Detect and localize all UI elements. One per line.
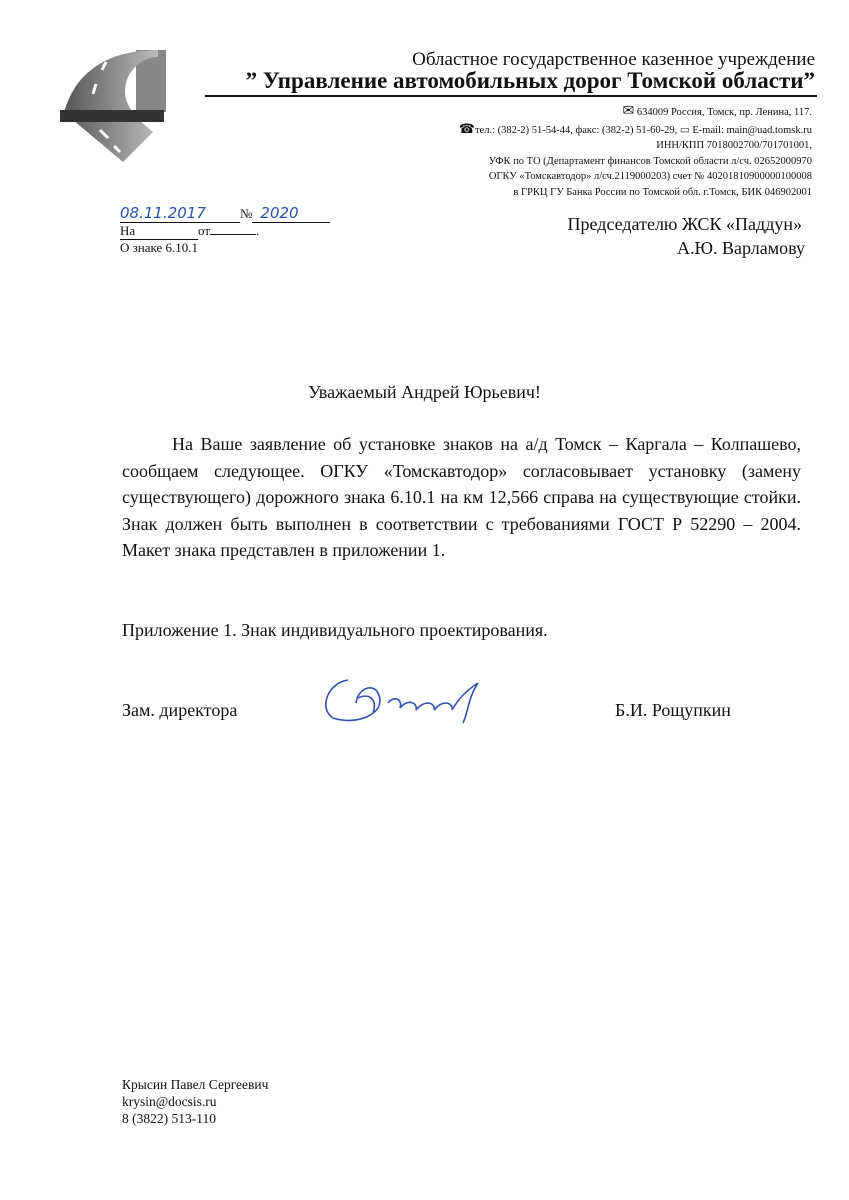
reference-block: 08.11.2017 № 2020 На от . О знаке 6.10.1 [120, 205, 330, 256]
executor-name: Крысин Павел Сергеевич [122, 1077, 269, 1092]
org-name: ” Управление автомобильных дорог Томской области” [245, 68, 815, 93]
salutation: Уважаемый Андрей Юрьевич! [308, 382, 541, 402]
inn: ИНН/КПП 7018002700/701701001, [656, 140, 812, 151]
signer-position: Зам. директора [122, 700, 238, 720]
org-line1: Областное государственное казенное учреждение [412, 49, 815, 70]
bank: в ГРКЦ ГУ Банка России по Томской обл. г.Томск, БИК 046902001 [513, 186, 812, 198]
phones: тел.: (382-2) 51-54-44, факс: (382-2) 51-60-29, [474, 124, 678, 136]
executor-email: krysin@docsis.ru [122, 1094, 217, 1109]
executor-info [122, 1076, 268, 1127]
ogku: ОГКУ «Томскавтодор» л/сч.2119000203) счет № 40201810900000100008 [488, 171, 812, 182]
body-paragraph: На Ваше заявление об установке знаков на а/д Томск – Каргала – Колпашево, сообщаем следующее. ОГКУ «Томскавтодор» согласовывает установку (замену существующего) дорожного знака 6.10.1 на км 12,566 справа на существующие стойки. Знак должен быть выполнен в соответствии с требованиями ГОСТ Р 52290 – 2004. Макет знака представлен в приложении 1. [122, 434, 801, 561]
letter-number: 2020 [260, 204, 299, 222]
signer-name: Б.И. Рощупкин [615, 700, 731, 720]
on-label: На [120, 223, 198, 240]
addressee-line2: А.Ю. Варламову [676, 238, 805, 258]
header-divider [205, 95, 817, 97]
computer-icon: ▭ [679, 124, 690, 136]
letter-date: 08.11.2017 [120, 204, 206, 222]
appendix-note: Приложение 1. Знак индивидуального проектирования. [122, 620, 548, 640]
address: 634009 Россия, Томск, пр. Ленина, 117. [636, 107, 812, 118]
addressee [567, 212, 805, 260]
signature-row [122, 700, 772, 721]
addressee-line1: Председателю ЖСК «Паддун» [567, 214, 802, 234]
subject: О знаке 6.10.1 [120, 240, 199, 255]
number-label: № [240, 206, 253, 221]
phone-icon: ☎ [458, 120, 475, 136]
envelope-icon: ✉ [622, 104, 635, 119]
ufk: УФК по ТО (Департамент финансов Томской области л/сч. 02652000970 [488, 155, 812, 167]
from-label: от [198, 223, 211, 238]
road-logo-icon [58, 42, 168, 162]
contact-block [459, 104, 812, 200]
email: E-mail: main@uad.tomsk.ru [692, 124, 812, 136]
executor-phone: 8 (3822) 513-110 [122, 1111, 216, 1126]
